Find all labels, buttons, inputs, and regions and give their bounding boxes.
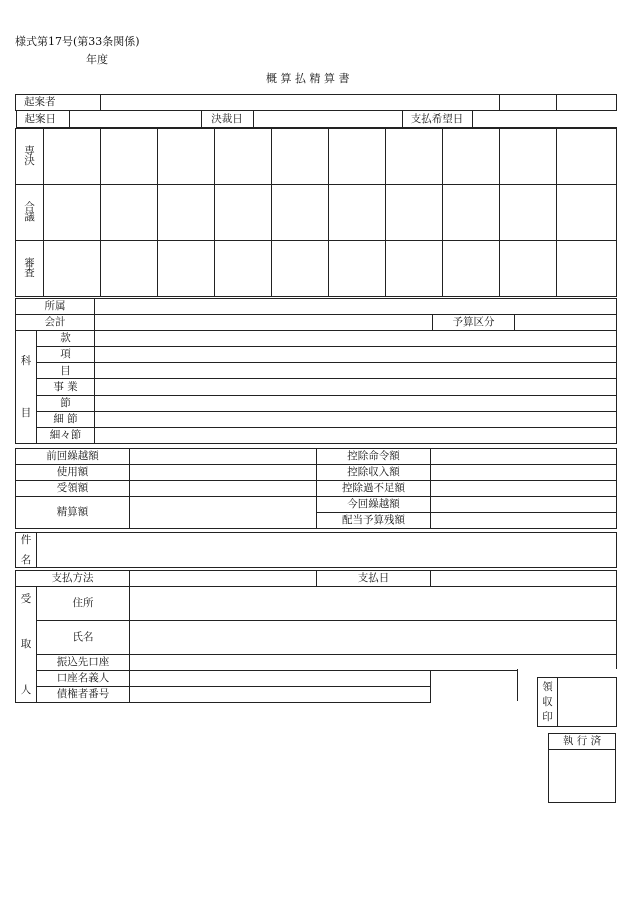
subject-item-label: 細々節 [37, 427, 95, 443]
fiscal-year-label: 年度 [86, 53, 108, 66]
approval-cell[interactable] [272, 128, 329, 184]
subject-item-label: 目 [37, 363, 95, 379]
account-label: 会計 [16, 315, 95, 331]
subject-item-label: 事 業 [37, 379, 95, 395]
form-number: 様式第17号(第33条関係) [15, 35, 140, 48]
address-label: 住所 [37, 587, 130, 621]
approval-cell[interactable] [500, 128, 557, 184]
subject-item-label: 款 [37, 331, 95, 347]
approval-cell[interactable] [158, 240, 215, 296]
name-label: 氏名 [37, 621, 130, 655]
payment-method-field[interactable] [130, 571, 317, 587]
address-field[interactable] [130, 587, 617, 621]
approval-cell[interactable] [500, 184, 557, 240]
amount-field[interactable] [130, 465, 317, 481]
subject-item-field[interactable] [95, 411, 617, 427]
approval-cell[interactable] [101, 128, 158, 184]
executed-label: 執 行 済 [549, 734, 616, 750]
amount-field[interactable] [431, 449, 617, 465]
receipt-seal-label: 領 収 印 [538, 678, 558, 727]
decision-date-field[interactable] [253, 111, 402, 127]
approval-row-label-3: 審 査 [16, 240, 44, 296]
amount-field[interactable] [431, 481, 617, 497]
subject-item-field[interactable] [95, 331, 617, 347]
draft-date-field[interactable] [69, 111, 201, 127]
approval-cell[interactable] [443, 240, 500, 296]
executed-stamp-field[interactable] [549, 750, 616, 803]
payment-desired-date-label: 支払希望日 [402, 111, 472, 127]
creditor-number-label: 債権者番号 [37, 687, 130, 703]
subject-field[interactable] [37, 533, 617, 568]
amount-field[interactable] [130, 449, 317, 465]
amount-label: 前回繰越額 [16, 449, 130, 465]
subject-item-field[interactable] [95, 363, 617, 379]
amount-field[interactable] [431, 513, 617, 529]
divider [517, 669, 518, 701]
account-field[interactable] [95, 315, 433, 331]
subject-item-label: 節 [37, 395, 95, 411]
approval-cell[interactable] [215, 184, 272, 240]
dates-row [16, 111, 617, 129]
drafter-label: 起案者 [16, 95, 101, 111]
amount-label: 控除収入額 [317, 465, 431, 481]
approval-cell[interactable] [329, 128, 386, 184]
decision-date-label: 決裁日 [201, 111, 253, 127]
approval-cell[interactable] [272, 184, 329, 240]
approval-cell[interactable] [44, 128, 101, 184]
approval-cell[interactable] [386, 128, 443, 184]
approval-cell[interactable] [101, 184, 158, 240]
payment-method-label: 支払方法 [16, 571, 130, 587]
recipient-vertical-label: 受 取 人 [16, 587, 37, 703]
amount-field[interactable] [431, 465, 617, 481]
receipt-seal-box [537, 677, 617, 727]
approval-table [15, 94, 617, 297]
amount-label: 配当予算残額 [317, 513, 431, 529]
amount-field[interactable] [130, 481, 317, 497]
approval-cell[interactable] [272, 240, 329, 296]
subject-item-label: 項 [37, 347, 95, 363]
budget-category-field[interactable] [515, 315, 617, 331]
approval-cell[interactable] [557, 128, 617, 184]
budget-table [15, 298, 617, 444]
drafter-extra-field-2[interactable] [557, 95, 617, 111]
approval-cell[interactable] [443, 184, 500, 240]
budget-category-label: 予算区分 [433, 315, 515, 331]
approval-cell[interactable] [158, 128, 215, 184]
amount-field[interactable] [130, 497, 317, 529]
drafter-extra-field-1[interactable] [500, 95, 557, 111]
subject-item-field[interactable] [95, 427, 617, 443]
approval-cell[interactable] [329, 240, 386, 296]
page-title: 概 算 払 精 算 書 [266, 72, 350, 85]
approval-cell[interactable] [557, 184, 617, 240]
subject-item-label: 細 節 [37, 411, 95, 427]
approval-cell[interactable] [44, 240, 101, 296]
approval-cell[interactable] [443, 128, 500, 184]
drafter-field[interactable] [101, 95, 500, 111]
account-holder-label: 口座名義人 [37, 671, 130, 687]
amount-label: 使用額 [16, 465, 130, 481]
payment-date-field[interactable] [431, 571, 617, 587]
name-field[interactable] [130, 621, 617, 655]
approval-cell[interactable] [386, 240, 443, 296]
approval-cell[interactable] [44, 184, 101, 240]
approval-cell[interactable] [329, 184, 386, 240]
account-holder-field[interactable] [130, 671, 431, 687]
bank-account-label: 振込先口座 [37, 655, 130, 671]
subject-item-field[interactable] [95, 347, 617, 363]
approval-cell[interactable] [215, 240, 272, 296]
draft-date-label: 起案日 [16, 111, 69, 127]
amount-label: 控除命令額 [317, 449, 431, 465]
affiliation-field[interactable] [95, 299, 617, 315]
subject-item-field[interactable] [95, 379, 617, 395]
affiliation-label: 所属 [16, 299, 95, 315]
approval-cell[interactable] [215, 128, 272, 184]
approval-cell[interactable] [158, 184, 215, 240]
payment-desired-date-field[interactable] [472, 111, 617, 127]
subject-item-field[interactable] [95, 395, 617, 411]
amount-field[interactable] [431, 497, 617, 513]
amount-label: 精算額 [16, 497, 130, 529]
payment-date-label: 支払日 [317, 571, 431, 587]
approval-cell[interactable] [101, 240, 158, 296]
creditor-number-field[interactable] [130, 687, 431, 703]
approval-row-label-1: 専 決 [16, 128, 44, 184]
executed-box [548, 733, 616, 803]
subject-label: 件 名 [16, 533, 37, 568]
approval-row-label-2: 合 議 [16, 184, 44, 240]
approval-cell[interactable] [500, 240, 557, 296]
amounts-table [15, 448, 617, 529]
subject-table [15, 532, 617, 568]
amount-label: 今回繰越額 [317, 497, 431, 513]
approval-cell[interactable] [386, 184, 443, 240]
subject-vertical-label: 科 目 [16, 331, 37, 444]
amount-label: 受領額 [16, 481, 130, 497]
receipt-seal-field[interactable] [558, 678, 617, 727]
amount-label: 控除過不足額 [317, 481, 431, 497]
approval-cell[interactable] [557, 240, 617, 296]
